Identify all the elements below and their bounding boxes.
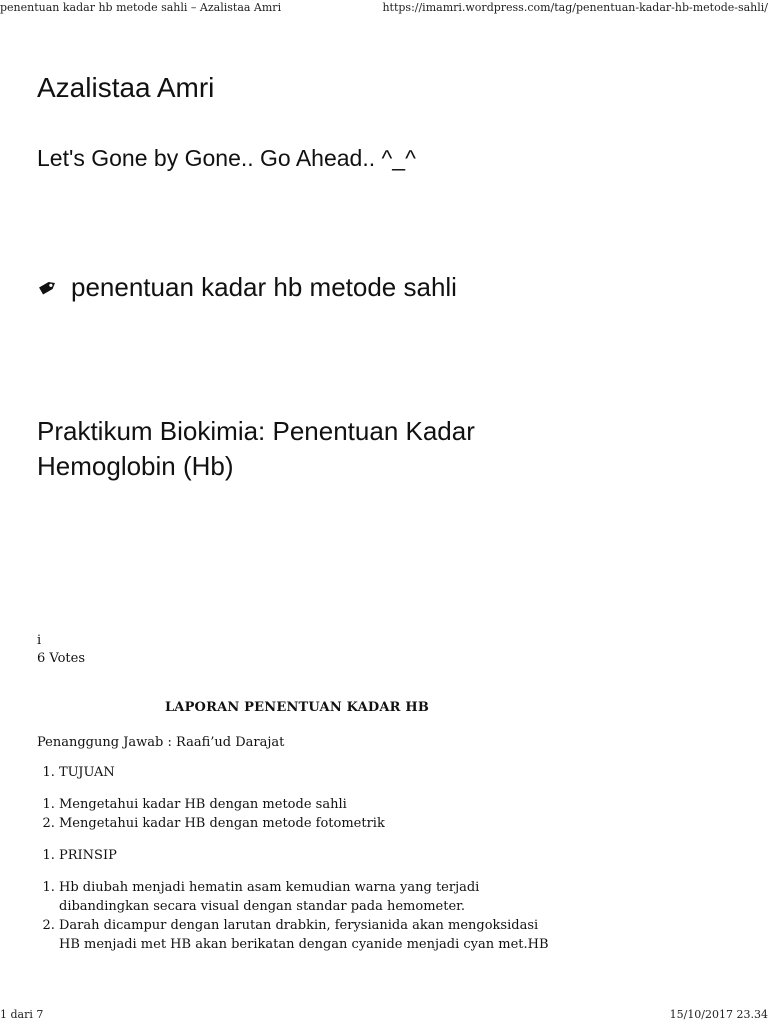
report-heading: LAPORAN PENENTUAN KADAR HB: [164, 700, 430, 715]
prinsip-list: [37, 878, 557, 954]
rating-info-icon[interactable]: i: [37, 633, 42, 648]
section-title-tujuan: 1. TUJUAN: [59, 763, 557, 782]
post-rating: [37, 632, 85, 668]
post-title[interactable]: Praktikum Biokimia: Penentuan Kadar Hemoglobin (Hb): [37, 416, 475, 481]
print-url: https://imamri.wordpress.com/tag/penentuan-kadar-hb-metode-sahli/: [382, 1, 768, 14]
list-item: 2. Darah dicampur dengan larutan drabkin, ferysianida akan mengoksidasi HB menjadi met HB akan berikatan dengan cyanide menjadi cyan met.HB: [59, 916, 557, 954]
section-title-prinsip: 1. PRINSIP: [59, 846, 557, 865]
tag-archive-title: [37, 270, 507, 305]
tag-archive-label: penentuan kadar hb metode sahli: [71, 272, 457, 302]
print-datetime: 15/10/2017 23.34: [669, 1008, 768, 1021]
print-page-title: penentuan kadar hb metode sahli – Azalistaa Amri: [0, 1, 282, 14]
report-content: [37, 698, 557, 967]
print-footer: [0, 1008, 768, 1024]
site-title[interactable]: Azalistaa Amri: [37, 72, 215, 103]
list-item: 1. Mengetahui kadar HB dengan metode sahli: [59, 795, 557, 814]
site-tagline: Let's Gone by Gone.. Go Ahead.. ^_^: [37, 145, 416, 171]
section-list-tujuan: [37, 763, 557, 782]
list-item: 2. Mengetahui kadar HB dengan metode fotometrik: [59, 814, 557, 833]
print-page-indicator: 1 dari 7: [0, 1008, 44, 1021]
print-header: [0, 1, 768, 17]
section-list-prinsip: [37, 846, 557, 865]
tujuan-list: [37, 795, 557, 833]
rating-votes: 6 Votes: [37, 651, 86, 666]
report-responsible: Penanggung Jawab : Raafi’ud Darajat: [37, 735, 285, 750]
list-item: 1. Hb diubah menjadi hematin asam kemudian warna yang terjadi dibandingkan secara visual dengan standar pada hemometer.: [59, 878, 557, 916]
tag-icon: [37, 271, 59, 291]
